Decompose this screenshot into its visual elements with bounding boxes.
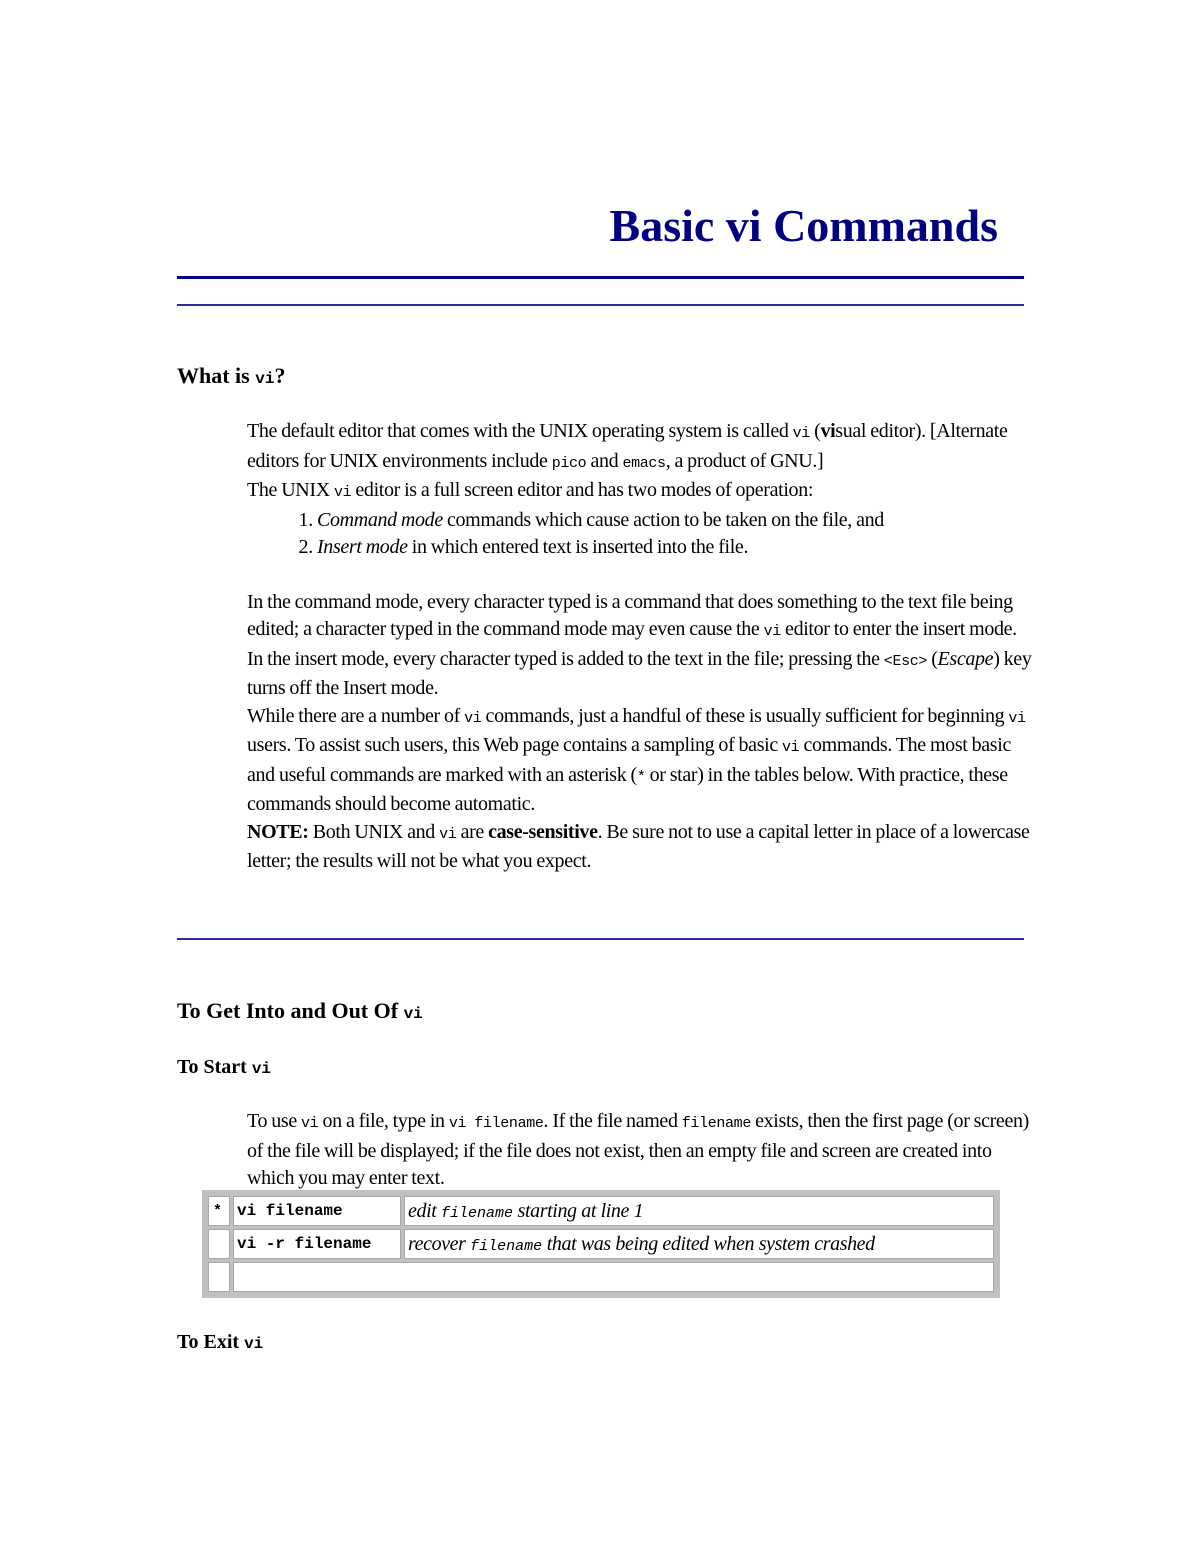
command-cell: vi filename xyxy=(233,1196,401,1226)
to-start-body xyxy=(247,1108,1032,1193)
table-row xyxy=(208,1262,994,1292)
mode-item-command: 1. Command mode commands which cause action to be taken on the file, and xyxy=(317,507,1032,535)
heading-to-exit-vi: To Exit vi xyxy=(177,1331,264,1353)
mode-item-insert: 2. Insert mode in which entered text is inserted into the file. xyxy=(317,534,1032,562)
modes-intro: The UNIX vi editor is a full screen editor and has two modes of operation: xyxy=(247,479,814,501)
modes-list xyxy=(247,507,1032,562)
essential-marker xyxy=(208,1229,230,1259)
description-cell: edit filename starting at line 1 xyxy=(404,1196,994,1226)
essential-marker xyxy=(208,1262,230,1292)
title-divider-bottom xyxy=(177,304,1024,306)
page-title: Basic vi Commands xyxy=(609,200,998,251)
command-mode-paragraph: In the command mode, every character typed is a command that does something to the text file being edited; a character typed in the command mode may even cause the vi editor to enter the insert mode. In the insert mode, every character typed is added to the text in the file; pressing the <Esc> (Escape) key turns off the Insert mode. xyxy=(247,590,1032,699)
section-divider xyxy=(177,938,1024,940)
sampling-paragraph: While there are a number of vi commands, just a handful of these is usually sufficient for beginning vi users. To assist such users, this Web page contains a sampling of basic vi commands. The most basic and useful commands are marked with an asterisk (* or star) in the tables below. With practice, these commands should become automatic. xyxy=(247,704,1026,815)
table-row xyxy=(208,1229,994,1259)
table-row xyxy=(208,1196,994,1226)
to-start-paragraph: To use vi on a file, type in vi filename. If the file named filename exists, then the first page (or screen) of the file will be displayed; if the file does not exist, then an empty file and screen are created into which you may enter text. xyxy=(247,1110,1029,1189)
case-sensitive-note: NOTE: Both UNIX and vi are case-sensitive. Be sure not to use a capital letter in place of a lowercase letter; the results will not be what you expect. xyxy=(247,820,1030,872)
heading-what-is-vi: What is vi? xyxy=(177,363,286,388)
heading-get-into-out-of-vi: To Get Into and Out Of vi xyxy=(177,998,423,1023)
essential-marker: * xyxy=(208,1196,230,1226)
empty-cell xyxy=(233,1262,994,1292)
intro-paragraph: The default editor that comes with the UNIX operating system is called vi (visual editor). [Alternate editors for UNIX environments include pico and emacs, a product of GNU.] xyxy=(247,420,1008,472)
description-cell: recover filename that was being edited when system crashed xyxy=(404,1229,994,1259)
what-is-vi-body xyxy=(247,418,1032,876)
title-divider-top xyxy=(177,276,1024,279)
heading-to-start-vi: To Start vi xyxy=(177,1056,272,1078)
command-cell: vi -r filename xyxy=(233,1229,401,1259)
start-commands-table xyxy=(202,1190,1000,1298)
